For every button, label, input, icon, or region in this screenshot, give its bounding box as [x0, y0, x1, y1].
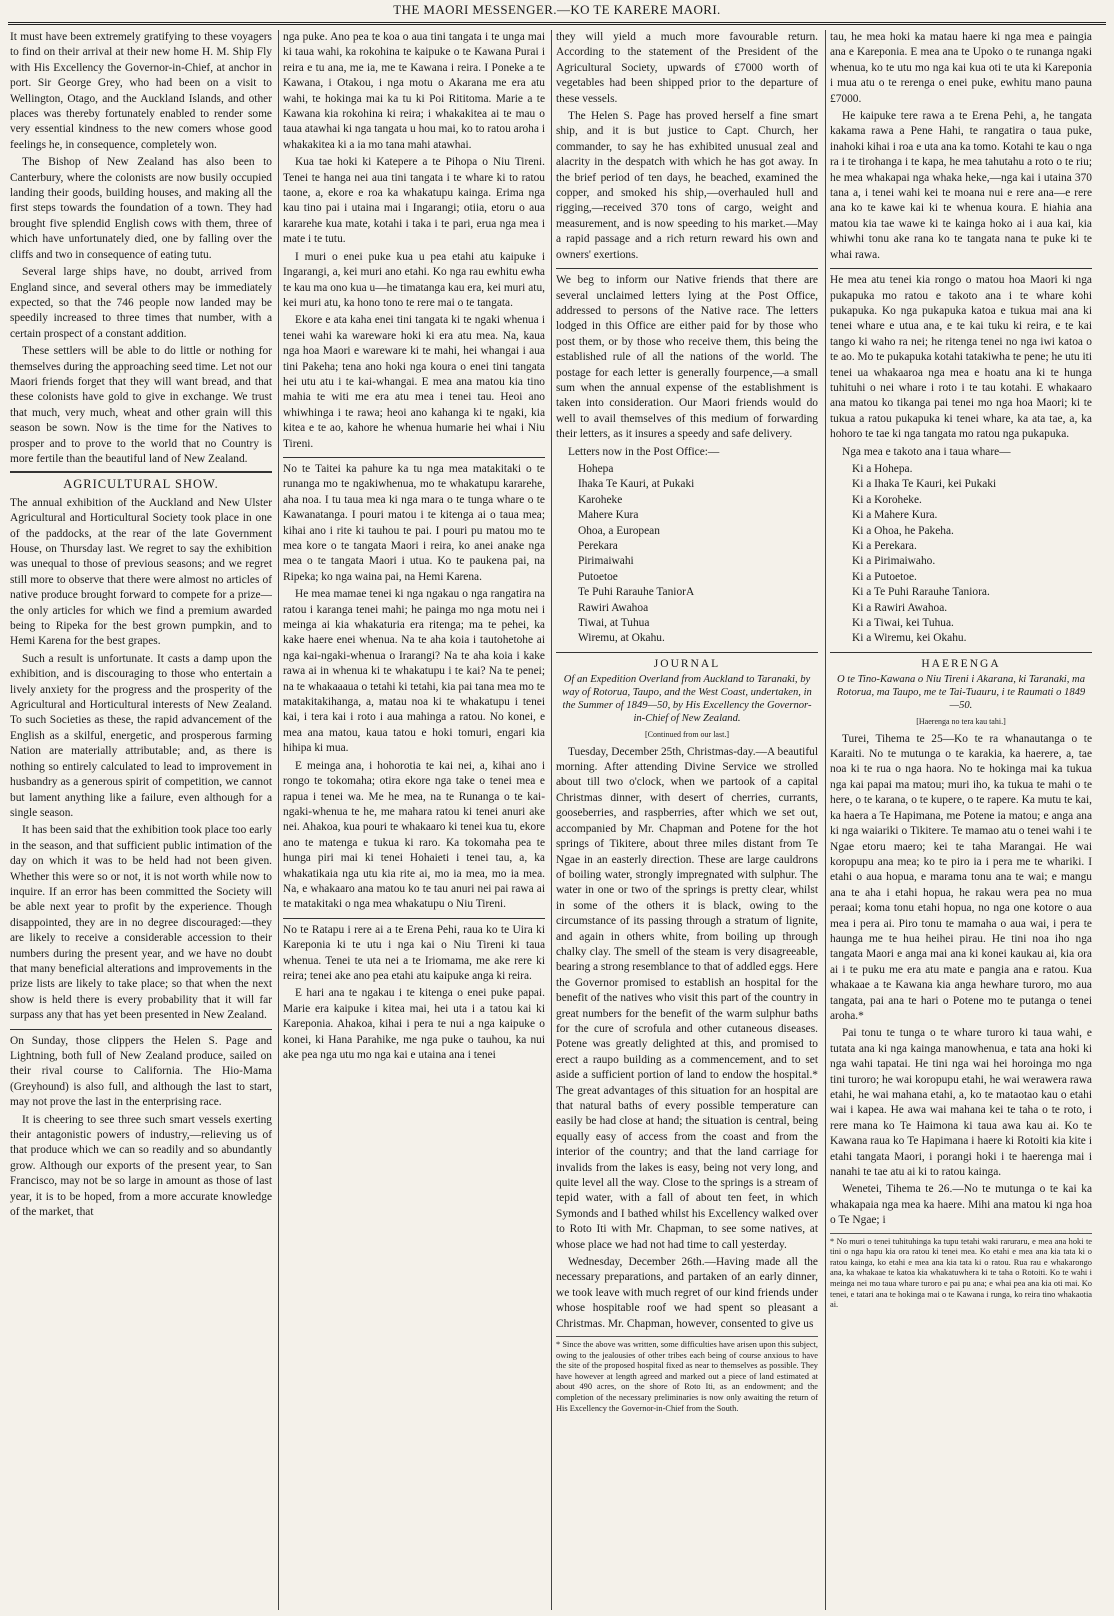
paragraph: On Sunday, those clippers the Helen S. Page and Lightning, both full of New Zealand produce, sailed on their rival course to California. The Hio-Mama (Greyhound) is also full, and although the last to start, may not prove the last in the enterprising race.	[10, 1034, 272, 1109]
divider	[556, 652, 818, 653]
list-item: Ki a Ohoa, he Pakeha.	[852, 524, 954, 537]
paragraph: It must have been extremely gratifying to these voyagers to find on their arrival at their new home H. M. Ship Fly with His Excellency the Governor-in-Chief, at anchor in port. Sir George Grey, who had been on a visit to Wellington, Otago, and the Auckland Islands, and other places was thereby fortunately enabled to render some very essential kindness to the new comers whose good feelings he, in consequence, completely won.	[10, 31, 272, 151]
paragraph: E meinga ana, i hohorotia te kai nei, a, kihai ano i rongo te tokomaha; otira ekore nga take o tenei mea e rapua i tenei wa. Me he mea, na te Runanga o te kai-ngaki-whenua te he, me mahara ratou ki tenei anuri ake nei. Ahakoa, kua pouri te whakaaro ki tenei kua tu, ekore ano te matenga e tukua ki raro. Ka tokomaha pea te hunga piri mai ki tenei Hohaieti i tenei tau, a, ka whakatikaia nga utu kia rite ai, mo ia mea, mo ia mea. Na, e whakaaro ana matou ko te tau anuri nei pai rawa ai te matakitaki o nga mea whakatupu o Niu Tireni.	[283, 759, 545, 911]
paragraph: E hari ana te ngakau i te kitenga o enei puke papai. Marie era kaipuke i kitea mai, hei uta i a tatou kai ki Kareponia. Ahakoa, kihai i pera te nui a nga kaipuke o konei, ki Hana Parahike, me nga puke o tauhou, ka nui ake pea nga utu mo nga kai e utaina ana i tenei	[283, 987, 545, 1061]
paragraph: Turei, Tihema te 25—Ko te ra whanautanga o te Karaiti. No te mutunga o te karakia, ka haerere, a, tae noa ki te rua o nga haora. No te hokinga mai ka tukua nga kai papai ma matou; muri iho, ka tukua te mahi o te here, o te karana, o te kupere, o te rapere. Ka mutu te kai, ka haera a Te Hapimana, me Potene ia matou; e anga ana ki nga waiariki o Tikitere. Te mamao atu o tenei wahi i te Ngae etoru maero; kei te taha Marangai. He wai koropupu ana mea; ko te piro ia i pera me te whariki. I etahi o aua hopua, e marama tonu ana te wai; e mangu ana te aha i etahi hopua, he rakau wera pea no mua peraai; koma tonu etahi hopua, no nga one kotore o aua mea i pera ai. Piro tonu te mamaha o aua wai, i pera te haunga me te hua heihei pirau. He tini noa iho nga tangata Maori e anga mai ana ki konei kaukau ai, kia ora ai i te puku me era atu mate e pangia ana e ratou. Kua whakaae a te Kawana kia anga hewhare turoro, mo aua tangata, pai ana te hari o Potene mo te putanga o tenei aroha.*	[830, 732, 1092, 1022]
list-item: Ki a Hohepa.	[852, 462, 913, 475]
list-item: Ki a Ihaka Te Kauri, kei Pukaki	[852, 478, 997, 491]
paragraph: Letters now in the Post Office:—	[568, 445, 720, 458]
paragraph: Such a result is unfortunate. It casts a damp upon the exhibition, and is discouraging to those who entertain a lively anxiety for the progress and the prosperity of the Agricultural and Horticultural interests of New Zealand. To such Societies as these, the rapid advancement of the English as a skilful, energetic, and prosperous farming Nation are materially attributable; and, as there is nothing so entirely calculated to lead to improvement in husbandry as a generous spirit of competition, we cannot but lament anything like a failure, even although for a single season.	[10, 652, 272, 819]
list-item: Ki a Mahere Kura.	[852, 509, 938, 522]
divider	[283, 918, 545, 919]
list-item: Perekara	[578, 540, 618, 552]
divider	[283, 457, 545, 458]
continued-note: [Continued from our last.]	[645, 730, 729, 740]
paragraph: No te Taitei ka pahure ka tu nga mea matakitaki o te runanga mo te ngakiwhenua, mo te whakatupu kararehe, aha noa. I tu taua mea ki nga mara o te tunga whare o te Kawanatanga. I pouri matou i te kitenga ai o taua mea; kihai ano i rite ki tauhou te pai. I pouri pu matou mo te mea kore o te tangata Maori i reira, ko anei anake nga mea o te tangata Maori i utua. Ko te paukena pai, na Ripeka; ko nga waina pai, na Hemi Karena.	[283, 462, 545, 583]
column-4	[830, 30, 1092, 1610]
list-item: Ki a Perekara.	[852, 540, 917, 552]
list-item: Ki a Tiwai, kei Tuhua.	[852, 617, 954, 630]
list-item: Ki a Wiremu, kei Okahu.	[852, 632, 967, 645]
paragraph: He mea mamae tenei ki nga ngakau o nga rangatira na ratou i karanga tenei mahi; he painga mo nga motu nei i meinga ai kia whakaturia era ritenga; ma te pehei, ka kake haere enei whenua. Na te aha koia i tautohetohe ai nga kai-ngaki-whenua o Irarangi? Na te aha koia i kake rawa ai in whenua ki te whakatupu i te kai? Na te penei; na te whakaaaua o tetahi ki tetahi, kia pai tana mea mo te matakitakihanga, a, matau noa ki te whakatupu i tenei kai, i tera kai i roto i aua mahinga a ratou. No konei, e mea ana matou, kaua tatou e hoki tomuri, engari kia hihipa ki mua.	[283, 588, 545, 755]
paragraph: He mea atu tenei kia rongo o matou hoa Maori ki nga pukapuka mo ratou e takoto ana i te whare kohi pukapuka. Ko nga pukapuka katoa e tukua mai ana ki tenei whare e utua ana, e te kai tuku ki reira, e te kai tango ki waho ra nei; he ritenga tenei no nga iwi katoa o te ao. Mo te pukapuka kotahi tatakiwha te pene; he utu iti tenei ua whakaaroa nga mea e hoatu ana ki te hunga tuhituhi o nei whare i roto i te tau kotahi. E whakaaro ana matou ko tikanga pai tenei mo nga hoa Maori; ki te tukua a ratou pukapuka ki tenei whare, ka ata tae, a, ka hohoro te tae ki nga tangata mo ratou nga pukapuka.	[830, 274, 1092, 441]
section-heading: AGRICULTURAL SHOW.	[10, 471, 272, 492]
footnote: * No muri o tenei tuhituhinga ka tupu tetahi waki raruraru, e mea ana hoki te tini o nga hapu kia ora ratou ki tenei mea. Ko etahi e mea ana kia tata ki o ratou kainga, ko etahi e mea ana kia tata ki o ratou. Rua rau e whakarongo ana, ka whakaae te katoa kia whakatuwhera ki te taha o Rotoiti. Ko te wahi i meinga nei mo taua whare turoro e pai pu ana; e whai pea ana kia oti mai. Ko tenei, e tatari ana te hokinga mai o te Kawana i runga, ko reira tino whakaotia ai.	[830, 1233, 1092, 1311]
list-item: Ki a Pirimaiwaho.	[852, 555, 936, 568]
paragraph: Ekore e ata kaha enei tini tangata ki te ngaki whenua i tenei wahi ka wareware hoki ki era atu mea. Na, kaua nga hoa Maori e wareware ki te mahi, hei whangai i aua tini Pakeha; tena ano hoki nga koura o enei tini tangata hei utu atu i te kai-whangai. E mea ana matou kia tino mahia te witi me era atu mea i tenei tau. Heoi ano whiwhinga i te rawa; heoi ano kahanga ki te ngaki, kia kitea e te ao, kahore he whenua humarie hei whai i Niu Tireni.	[283, 314, 545, 450]
letters-list-maori	[830, 462, 1092, 647]
paragraph: The annual exhibition of the Auckland and New Ulster Agricultural and Horticultural Society took place in one of the paddocks, at the rear of the late Government House, on Thursday last. We regret to say the exhibition was unequal to those of previous seasons; and we regret still more to observe that there were almost no articles of native produce brought forward to compete for a prize—the only articles for which we find a premium awarded being to Ripeka for the best grown pumpkin, and to Hemi Karena for the best grapes.	[10, 496, 272, 648]
list-item: Ohoa, a European	[578, 524, 660, 537]
paragraph: Wenetei, Tihema te 26.—No te mutunga o te kai ka whakapaia nga mea ka haere. Mihi ana matou ki nga hoa o Te Ngae; i	[830, 1183, 1092, 1227]
paragraph: Nga mea e takoto ana i taua whare—	[842, 445, 1011, 458]
divider	[830, 652, 1092, 653]
list-item: Hohepa	[578, 462, 614, 475]
column-2	[283, 30, 545, 1610]
list-item: Ihaka Te Kauri, at Pukaki	[578, 478, 695, 491]
column-rule	[551, 30, 552, 1610]
journal-heading: JOURNAL	[653, 657, 721, 670]
paragraph: Wednesday, December 26th.—Having made all the necessary preparations, and partaken of an early dinner, we took leave with much regret of our kind friends under whose hospitable roof we had spent so pleasant a Christmas. Mr. Chapman, however, consented to give us	[556, 1256, 818, 1330]
divider	[10, 1029, 272, 1030]
paragraph: tau, he mea hoki ka matau haere ki nga mea e paingia ana e Kareponia. E mea ana te Upoko o te runanga ngaki whenua, ko te utu mo nga kai kua oti te uta ki Kareponia i mua atu o te rerenga o enei puke, ewhitu mano pauna £7000.	[830, 31, 1092, 105]
paragraph: Tuesday, December 25th, Christmas-day.—A beautiful morning. After attending Divine Service we strolled about till two o'clock, when we partook of a capital Christmas dinner, with desert of cherries, currants, gooseberries, and raspberries, after which we set out, accompanied by Mr. Chapman and Potene for the hot springs of Tikitere, about three miles distant from Te Ngae in an easterly direction. These are large cauldrons of boiling water, strongly impregnated with sulphur. The water in one or two of the springs is pretty clear, whilst in some of the others it is black, owing to the circumstance of its passing through a stratum of lignite, and again in others white, from boiling up through chalky clay. The smell of the steam is very disagreeable, bearing a strong resemblance to that of addled eggs. Here the Governor promised to establish an hospital for the benefit of the natives who visit this part of the country in great numbers for the benefit of the warm sulphur baths for the cure of scrofula and other cutaneous diseases. Potene was greatly delighted at this, and promised to erect a raupo building as a commencement, and to set aside a sufficient portion of land to endow the hospital.* The great advantages of this situation for an hospital are that natural baths of every possible temperature can easily be had close at hand; the situation is central, being equally easy of access from the coast and from the interior of the country; and that the land carriage for invalids from the lakes is easy, being not very long, and quite level all the way. Close to the springs is a stream of tepid water, with a fall of about ten feet, in which Symonds and I bathed whilst his Excellency walked over to Roto Iti with Mr. Chapman, to see some natives, at whose place we had not had time to call yesterday.	[556, 745, 818, 1251]
list-item: Karoheke	[578, 493, 623, 506]
list-item: Ki a Te Puhi Rarauhe Taniora.	[852, 586, 990, 599]
paragraph: The Bishop of New Zealand has also been to Canterbury, where the colonists are now busily occupied landing their goods, building houses, and making all the first steps towards the foundation of a town. They had brought five splendid English cows with them, three of which have unfortunately died, one by falling over the cliffs and two in consequence of eating tutu.	[10, 156, 272, 261]
column-rule	[825, 30, 826, 1610]
letters-list-english	[556, 462, 818, 647]
paragraph: No te Ratapu i rere ai a te Erena Pehi, raua ko te Uira ki Kareponia ki te utu i nga kai o Niu Tireni ki taua whenua. Tenei te uta nei a te Iriomama, me ake rere ki reira; tenei ake ano pea etahi atu kaipuke anga ki reira.	[283, 923, 545, 982]
list-item: Ki a Koroheke.	[852, 493, 922, 506]
list-item: Putoetoe	[578, 570, 618, 583]
list-item: Te Puhi Rarauhe TaniorA	[578, 586, 695, 599]
journal-subtitle: Of an Expedition Overland from Auckland to Taranaki, by way of Rotorua, Taupo, and the West Coast, undertaken, in the Summer of 1849—50, by His Excellency the Governor-in-Chief of New Zealand.	[562, 674, 812, 725]
paragraph: Kua tae hoki ki Katepere a te Pihopa o Niu Tireni. Tenei te hanga nei aua tini tangata i te whare ki to ratou taone, a, ekore e roa ka whakatupu kainga. Erima nga kau tino pai i utaina mai i Ingarangi; otiia, etoru o aua kararehe kua mate, kotahi i taka i te pari, erua nga mea i mate i te tutu.	[283, 156, 545, 246]
haerenga-heading: HAERENGA	[921, 657, 1001, 670]
paragraph: It is cheering to see three such smart vessels exerting their antagonistic powers of industry,—relieving us of that produce which we can so readily and so abundantly grow. Although our exports of the present year, to San Francisco, may not be so large in amount as those of last year, it is to be hoped, from a more accurate knowledge of the market, that	[10, 1113, 272, 1219]
masthead: THE MAORI MESSENGER.—KO TE KARERE MAORI.	[8, 0, 1106, 25]
paragraph: Several large ships have, no doubt, arrived from England since, and several others may be immediately expected, so that the 746 people now landed may be speedily increased to three times that number, with a certain prospect of a constant addition.	[10, 266, 272, 340]
divider	[830, 268, 1092, 269]
list-item: Pirimaiwahi	[578, 555, 634, 568]
list-item: Tiwai, at Tuhua	[578, 617, 650, 630]
column-3	[556, 30, 818, 1610]
column-1	[10, 30, 272, 1610]
list-item: Rawiri Awahoa	[578, 601, 649, 614]
paragraph: they will yield a much more favourable return. According to the statement of the President of the Agricultural Society, upwards of £7000 worth of vegetables had been shipped prior to the departure of these vessels.	[556, 31, 818, 105]
list-item: Mahere Kura	[578, 509, 639, 522]
paragraph: We beg to inform our Native friends that there are several unclaimed letters lying at the Post Office, addressed to persons of the Native race. The letters lodged in this Office are either paid for by those who post them, or by those who receive them, this being the established rule of all the nations of the world. The postage for each letter is generally fourpence,—a small sum when the annual expense of the establishment is taken into consideration. Our Maori friends would do well to avail themselves of this medium of forwarding their letters, as it insures a speedy and safe delivery.	[556, 274, 818, 441]
paragraph: The Helen S. Page has proved herself a fine smart ship, and it is but justice to Capt. Church, her commander, to say he has exhibited unusual zeal and alacrity in the despatch with which he has got away. In the brief period of ten days, he beached, examined the copper, and smoked his ship,—overhauled hull and rigging,—received 370 tons of cargo, weight and measurement, and is now speeding to his market.—May a rapid passage and a rich return reward his own and owners' exertions.	[556, 110, 818, 261]
paragraph: It has been said that the exhibition took place too early in the season, and that sufficient public intimation of the day on which it was to be held had not been given. Whether this were so or not, it is not worth while now to inquire. If an error has been committed the Society will be able next year to profit by the experience. Though disappointed, they are in no degree discouraged:—they are likely to receive a considerable accession to their numbers during the present year, and we have no doubt that many beneficial alterations and improvements in the prize lists are likely to take place; so that when the next show is held there is every probability that it will far surpass any that has yet been presented in New Zealand.	[10, 824, 272, 1022]
haerenga-subtitle: O te Tino-Kawana o Niu Tireni i Akarana, ki Taranaki, ma Rotorua, ma Taupo, me te Tai-Tuauru, i te Raumati o 1849—50.	[836, 674, 1086, 712]
divider	[556, 268, 818, 269]
footnote: * Since the above was written, some difficulties have arisen upon this subject, owing to the jealousies of other tribes each being of course anxious to have the site of the proposed hospital fixed as near to themselves as possible. They have however at length agreed and marked out a piece of land estimated at about 490 acres, on the shore of Roto Iti, as an endowment; and the completion of the necessary preliminaries is now only awaiting the return of His Excellency the Governor-in-Chief from the South.	[556, 1336, 818, 1414]
list-item: Wiremu, at Okahu.	[578, 632, 665, 645]
paragraph: These settlers will be able to do little or nothing for themselves during the approaching seed time. Let not our Maori friends forget that they will want bread, and that these colonists have gold to give in exchange. We trust that much, very much, wheat and other grain will this season be sown. Now is the time for the Natives to prosper and to prove to the world that no Country is more fertile than the beautiful land of New Zealand.	[10, 345, 272, 465]
list-item: Ki a Rawiri Awahoa.	[852, 601, 948, 614]
continued-note: [Haerenga no tera kau tahi.]	[916, 717, 1006, 727]
list-item: Ki a Putoetoe.	[852, 570, 917, 583]
column-rule	[278, 30, 279, 1610]
paragraph: nga puke. Ano pea te koa o aua tini tangata i te unga mai ki taua wahi, ka rokohina te kaipuke o te Kawana Purai i reira e tu ana, me ia, me te Kawana i reira. I Poneke a te Kawana, i Otakou, i nga motu o Akarana me era atu wahi, te hokinga mai ka tu ki Poi Rititoma. Marie a te Kawana kia rokohina ki reira; i whakakitea ai te mau o taua atawhai ki nga tangata u hou mai, ko to ratou aroha i whakakitea ki a ia mo tana mahi atawhai.	[283, 31, 545, 151]
paragraph: I muri o enei puke kua u pea etahi atu kaipuke i Ingarangi, a, kei muri ano etahi. Ko nga rau ewhitu ewha te kau ma ono kua u—he timatanga kau era, kei muri atu, kei muri atu, ka hono tono te rere mai o te tangata.	[283, 250, 545, 309]
paragraph: Pai tonu te tunga o te whare turoro ki taua wahi, e tutata ana ki nga kainga manowhenua, e tata ana hoki ki nga wahi tapatai. He tini nga wai hei horoinga mo nga tini turoro; he wai koropupu etahi, he wai werawera rawa etahi, he wai mahana etahi, a, ko te mataotao kau o etahi wai i kapea. He awa wai mahana kei te taha o te roto, i rere mana ko Te Haimona ki taua awa kau ai. Ko te Kawana raua ko Te Hapimana i haere ki Rotoiti kia kite i etahi tangata Maori, i porangi hoki i te haerenga mai i nanahi te tae atu ai ki to ratou kainga.	[830, 1027, 1092, 1179]
paragraph: He kaipuke tere rawa a te Erena Pehi, a, he tangata kakama rawa a Pene Hahi, te rangatira o taua puke, inahoki kihai i roa e uta ana ka tomo. Kotahi te kau o nga ra i te tirohanga i te kapa, he mea tahutahu a roto o te riu; he mea whakapai nga whaka heke,—nga kai i utaina 370 tana a, i tenei wahi kei te moana nui e rere ana—e rere ana ko te kawe kai ki te whenua koura. E hiahia ana matou kia tae wawe ki te kainga hoko ai i aua kai, kia whiwhi tonu ake rana ko te tangata nana te puke ki te whai rawa.	[830, 110, 1092, 261]
